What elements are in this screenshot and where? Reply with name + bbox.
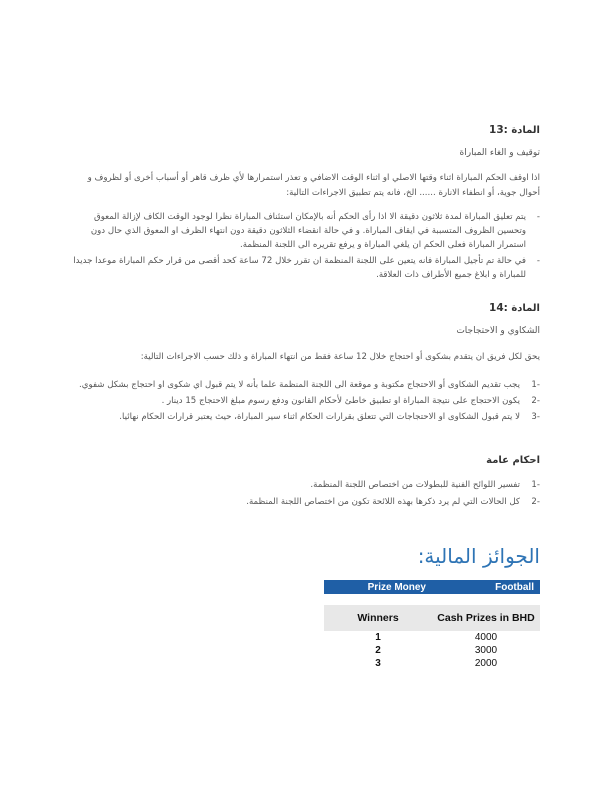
article-13-intro: اذا اوقف الحكم المباراة اثناء وقتها الاصلي او اثناء الوقت الاضافي و تعذر استمرارها لأي ظرف قاهر أو أسباب أخرى أو لظروف و أحوال جوية، أو انطفاء الانارة ...... الخ، فانه يتم تطبيق الاجراءات التالية: [87, 173, 540, 198]
cash-cell: 4000 [474, 632, 498, 643]
prize-money-title: الجوائز المالية: [417, 544, 540, 568]
article-13-number: 13: [489, 124, 508, 136]
cash-cell: 3000 [474, 645, 498, 656]
list-number: 1- [531, 380, 540, 390]
general-provisions-list [72, 478, 540, 509]
general-provisions-heading: احكام عامة [486, 455, 540, 466]
winner-cell: 1 [375, 632, 381, 643]
article-13-heading [72, 124, 540, 136]
prize-money-table [324, 580, 540, 670]
list-text: كل الحالات التي لم يرد ذكرها بهذه اللائحة تكون من اختصاص اللجنة المنظمة. [246, 497, 520, 507]
list-text: يكون الاحتجاج على نتيجة المباراة او تطبيق خاطئ لأحكام القانون ودفع رسوم مبلغ الاحتجاج 15 دينار . [161, 396, 520, 406]
list-number: 2- [531, 396, 540, 406]
article-13-subtitle: توقيف و الغاء المباراة [459, 148, 540, 158]
article-14-heading [72, 302, 540, 314]
column-cash-prizes: Cash Prizes in BHD [432, 605, 540, 631]
header-prize-money: Prize Money [324, 580, 432, 594]
list-item [72, 378, 540, 392]
winner-cell: 3 [375, 658, 381, 669]
winner-cell: 2 [375, 645, 381, 656]
list-item [72, 478, 540, 492]
list-text: يجب تقديم الشكاوى أو الاحتجاج مكتوبة و موقعة الى اللجنة المنظمة علما بأنه لا يتم قبول اي شكوى او احتجاج بشكل شفوي. [79, 380, 520, 390]
list-item: - في حالة تم تأجيل المباراة فانه يتعين على اللجنة المنظمة ان تقرر خلال 72 ساعة كحد أقصى من قرار حكم المباراة موعدا جديدا للمباراة و ابلاغ جميع الأطراف ذات العلاقة. [72, 254, 540, 282]
list-item [72, 410, 540, 424]
column-winners: Winners [324, 605, 432, 631]
table-header-row [324, 580, 540, 594]
article-13-label: المادة [511, 125, 540, 136]
list-text: تفسير اللوائح الفنية للبطولات من اختصاص اللجنة المنظمة. [310, 480, 520, 490]
list-item: - يتم تعليق المباراة لمدة ثلاثون دقيقة الا اذا رأى الحكم أنه بالإمكان استئناف المباراة نظرا لوجود الوقت الكاف لإزالة المعوق وتحسين الظروف المتسببة في ايقاف المباراة. و في حالة انقضاء الثلاثون دقيقة دون انتهاء الظرف او المعوق الذي حال دون استمرار المباراة فعلى الحكم ان يلغي المباراة و يرفع تقريره الى اللجنة المنظمة. [72, 210, 540, 252]
article-14-subtitle: الشكاوي و الاحتجاجات [456, 326, 540, 336]
list-number: 3- [531, 412, 540, 422]
article-14-intro: يحق لكل فريق ان يتقدم بشكوى أو احتجاج خلال 12 ساعة فقط من انتهاء المباراة و ذلك حسب الاجراءات التالية: [140, 352, 540, 362]
list-number: 2- [531, 497, 540, 507]
list-number: 1- [531, 480, 540, 490]
table-row [324, 631, 540, 644]
article-14-label: المادة [511, 303, 540, 314]
list-item [72, 394, 540, 408]
article-14-number: 14: [489, 302, 508, 314]
article-14-list [72, 378, 540, 424]
cash-cell: 2000 [474, 658, 498, 669]
article-13-list [72, 210, 540, 282]
table-row [324, 644, 540, 657]
table-column-header-row [324, 605, 540, 631]
header-football: Football [432, 580, 540, 594]
list-text: لا يتم قبول الشكاوى او الاحتجاجات التي تتعلق بقرارات الحكام اثناء سير المباراة، حيث يعتبر قرارات الحكام نهائيا. [119, 412, 520, 422]
table-row [324, 657, 540, 670]
list-item [72, 495, 540, 509]
